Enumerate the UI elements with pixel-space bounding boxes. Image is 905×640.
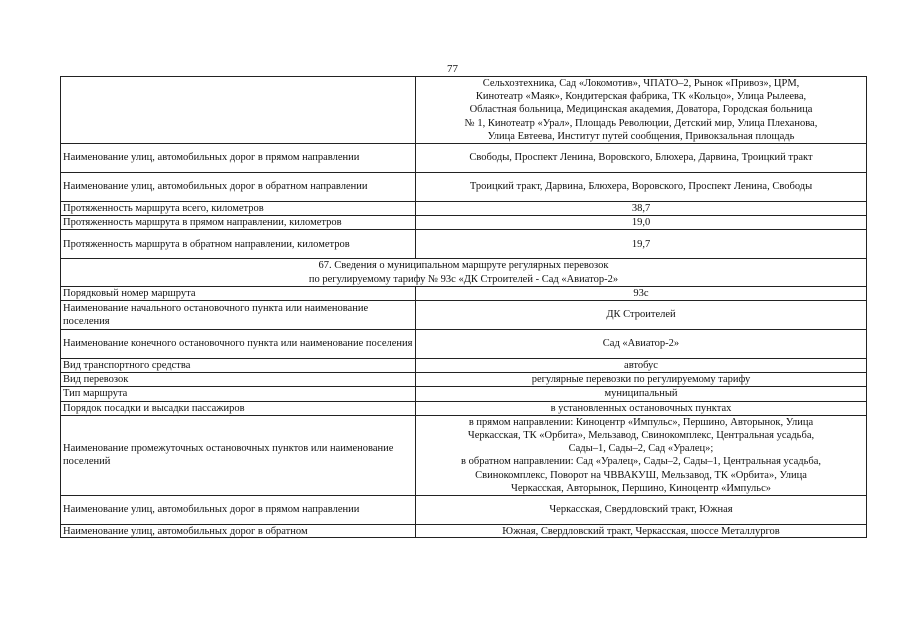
label-cell: Протяженность маршрута всего, километров: [61, 202, 416, 216]
table-row: [61, 286, 867, 300]
table-row: [61, 330, 867, 359]
route-table: [60, 76, 867, 538]
table-row: [61, 401, 867, 415]
label-cell: [61, 525, 416, 538]
label-cell: Наименование конечного остановочного пункта или наименование поселения: [61, 330, 416, 359]
section-heading-row: [61, 259, 867, 286]
value-cell: в установленных остановочных пунктах: [416, 401, 867, 415]
table-row: [61, 301, 867, 330]
table-row: [61, 144, 867, 173]
table-row: [61, 359, 867, 373]
value-cell: [416, 525, 867, 538]
intermediate-stops-cell: в прямом направлении: Киноцентр «Импульс», Першино, Авторынок, Улица Черкасская, ТК «Орбита», Мельзавод, Свинокомплекс, Центральная усадьба, Сады–1, Сады–2, Сад «Уралец»; в обратном направлении: Сад «Уралец», Сады–2, Сады–1, Центральная усадьба, Свинокомплекс, Поворот на ЧВВАКУШ, Мельзавод, ТК «Орбита», Улица Черкасская, Авторынок, Першино, Киноцентр «Импульс»: [416, 415, 867, 495]
table-row: [61, 216, 867, 230]
value-cell: Сад «Авиатор-2»: [416, 330, 867, 359]
table-row: [61, 373, 867, 387]
value-cell: Черкасская, Свердловский тракт, Южная: [416, 496, 867, 525]
table-row: [61, 496, 867, 525]
label-cell: Наименование промежуточных остановочных пунктов или наименование поселений: [61, 415, 416, 495]
value-cell: регулярные перевозки по регулируемому тарифу: [416, 373, 867, 387]
label-cell: Вид перевозок: [61, 373, 416, 387]
value-cell: Свободы, Проспект Ленина, Воровского, Блюхера, Дарвина, Троицкий тракт: [416, 144, 867, 173]
value-cell: 93с: [416, 286, 867, 300]
label-cell: Вид транспортного средства: [61, 359, 416, 373]
intermediate-stops-continuation: Сельхозтехника, Сад «Локомотив», ЧПАТО–2, Рынок «Привоз», ЦРМ, Кинотеатр «Маяк», Кондитерская фабрика, ТК «Кольцо», Улица Рылеева, Областная больница, Медицинская академия, Доватора, Городская больница № 1, Кинотеатр «Урал», Площадь Революции, Детский мир, Улица Плеханова, Улица Евтеева, Институт путей сообщения, Привокзальная площадь: [416, 77, 867, 144]
value-cell: автобус: [416, 359, 867, 373]
table-row: [61, 387, 867, 401]
value-cell: ДК Строителей: [416, 301, 867, 330]
section-heading: 67. Сведения о муниципальном маршруте регулярных перевозок по регулируемому тарифу № 93с «ДК Строителей - Сад «Авиатор-2»: [61, 259, 867, 286]
value-cell: муниципальный: [416, 387, 867, 401]
truncated-label: Наименование улиц, автомобильных дорог в обратном: [63, 526, 308, 538]
label-cell: Порядковый номер маршрута: [61, 286, 416, 300]
label-cell: Тип маршрута: [61, 387, 416, 401]
value-cell: 19,0: [416, 216, 867, 230]
table-row: [61, 77, 867, 144]
label-cell: Наименование улиц, автомобильных дорог в прямом направлении: [61, 496, 416, 525]
table-row: [61, 173, 867, 202]
value-cell: Троицкий тракт, Дарвина, Блюхера, Воровского, Проспект Ленина, Свободы: [416, 173, 867, 202]
table-row: [61, 202, 867, 216]
page-number: 77: [447, 63, 458, 75]
table-row: [61, 230, 867, 259]
table-row: [61, 415, 867, 495]
label-cell: Наименование начального остановочного пункта или наименование поселения: [61, 301, 416, 330]
label-cell: Наименование улиц, автомобильных дорог в прямом направлении: [61, 144, 416, 173]
label-cell: Протяженность маршрута в обратном направлении, километров: [61, 230, 416, 259]
value-cell: 19,7: [416, 230, 867, 259]
label-cell: Порядок посадки и высадки пассажиров: [61, 401, 416, 415]
label-cell: [61, 77, 416, 144]
table-row: [61, 525, 867, 538]
label-cell: Протяженность маршрута в прямом направлении, километров: [61, 216, 416, 230]
label-cell: Наименование улиц, автомобильных дорог в обратном направлении: [61, 173, 416, 202]
value-cell: 38,7: [416, 202, 867, 216]
truncated-value: Южная, Свердловский тракт, Черкасская, шоссе Металлургов: [502, 526, 780, 538]
